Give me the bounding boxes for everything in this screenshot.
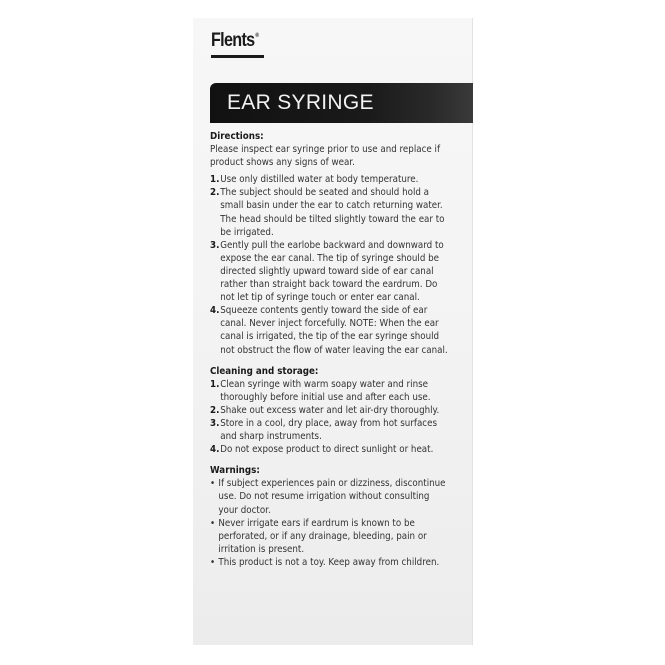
directions-steps xyxy=(210,173,452,356)
warnings-heading: Warnings: xyxy=(210,465,260,477)
warning-item xyxy=(210,517,452,556)
registered-mark: ® xyxy=(255,33,259,39)
brand-underline xyxy=(211,55,264,58)
warning-text: If subject experiences pain or dizziness, discontinue use. Do not resume irrigation without consulting your doctor. xyxy=(218,478,446,516)
product-title: EAR SYRINGE xyxy=(227,91,374,114)
cleaning-step xyxy=(210,443,452,456)
step-number: 1. xyxy=(210,378,220,390)
step-text: Clean syringe with warm soapy water and rinse thoroughly before initial use and after each use. xyxy=(220,378,431,403)
warning-text: Never irrigate ears if eardrum is known to be perforated, or if any drainage, bleeding, pain or irritation is present. xyxy=(218,517,427,555)
warning-item xyxy=(210,477,452,516)
step-number: 3. xyxy=(210,417,220,429)
step-text: Do not expose product to direct sunlight or heat. xyxy=(220,444,434,456)
warning-text: This product is not a toy. Keep away from children. xyxy=(218,556,440,568)
brand-name: Flents xyxy=(211,30,255,51)
directions-step xyxy=(210,186,452,238)
directions-step xyxy=(210,304,452,356)
directions-step xyxy=(210,173,452,186)
step-text: Gently pull the earlobe backward and downward to expose the ear canal. The tip of syringe should be directed slightly upward toward side of ear canal rather than straight back toward the eardrum. Do not let tip of syringe touch or enter ear canal. xyxy=(220,239,444,304)
cleaning-step xyxy=(210,404,452,417)
step-number: 3. xyxy=(210,239,220,251)
step-text: The subject should be seated and should hold a small basin under the ear to catch returning water. The head should be tilted slightly toward the ear to be irrigated. xyxy=(220,187,445,238)
step-text: Squeeze contents gently toward the side of ear canal. Never inject forcefully. NOTE: When the ear canal is irrigated, the tip of the ear syringe should not obstruct the flow of water leaving the ear canal. xyxy=(220,305,448,356)
cleaning-heading: Cleaning and storage: xyxy=(210,365,319,377)
cleaning-step xyxy=(210,417,452,443)
step-number: 4. xyxy=(210,305,220,317)
step-number: 2. xyxy=(210,187,220,199)
brand-logo xyxy=(211,30,258,52)
product-title-banner xyxy=(210,83,473,123)
instructions-text xyxy=(210,130,452,569)
step-text: Shake out excess water and let air-dry thoroughly. xyxy=(220,404,440,416)
step-text: Use only distilled water at body temperature. xyxy=(220,174,419,186)
step-number: 2. xyxy=(210,404,220,416)
directions-intro: Please inspect ear syringe prior to use and replace if product shows any signs of wear. xyxy=(210,144,441,169)
step-number: 4. xyxy=(210,444,220,456)
step-number: 1. xyxy=(210,174,220,186)
bullet-icon: • xyxy=(210,517,216,529)
product-package-panel xyxy=(193,18,473,645)
directions-heading: Directions: xyxy=(210,131,264,142)
cleaning-step xyxy=(210,378,452,404)
cleaning-steps xyxy=(210,378,452,457)
bullet-icon: • xyxy=(210,478,216,490)
warnings-list xyxy=(210,477,452,569)
bullet-icon: • xyxy=(210,556,216,568)
directions-step xyxy=(210,239,452,304)
step-text: Store in a cool, dry place, away from hot surfaces and sharp instruments. xyxy=(220,417,437,443)
warning-item xyxy=(210,556,452,569)
